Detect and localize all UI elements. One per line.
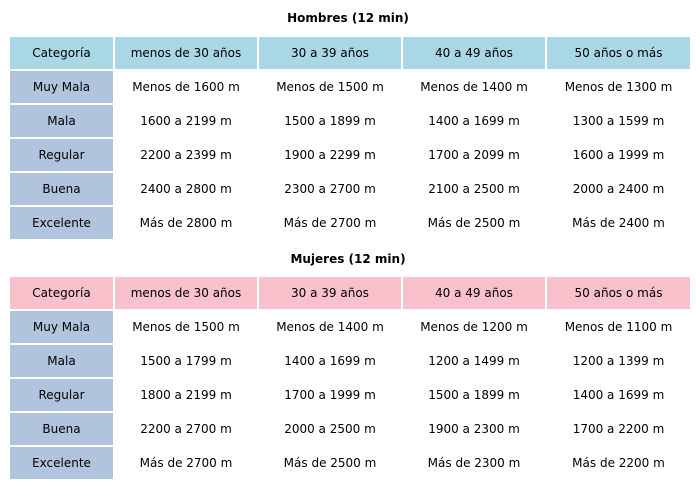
table-row xyxy=(10,173,690,205)
women-section-title: Mujeres (12 min) xyxy=(290,252,406,266)
table-cell: 2400 a 2800 m xyxy=(115,173,257,205)
table-cell: 2100 a 2500 m xyxy=(403,173,545,205)
table-cell: 1900 a 2299 m xyxy=(259,139,401,171)
table-row xyxy=(10,447,690,479)
row-label: Mala xyxy=(10,345,113,377)
table-cell: Más de 2700 m xyxy=(115,447,257,479)
header-cell: 30 a 39 años xyxy=(259,277,401,309)
table-cell: 2000 a 2400 m xyxy=(547,173,690,205)
header-cell: menos de 30 años xyxy=(115,37,257,69)
table-cell: Menos de 1600 m xyxy=(115,71,257,103)
header-cell: Categoría xyxy=(10,37,113,69)
table-cell: 1500 a 1899 m xyxy=(259,105,401,137)
header-cell: 40 a 49 años xyxy=(403,277,545,309)
table-cell: 1600 a 1999 m xyxy=(547,139,690,171)
header-cell: 30 a 39 años xyxy=(259,37,401,69)
row-label: Excelente xyxy=(10,207,113,239)
table-row xyxy=(10,71,690,103)
table-row xyxy=(10,139,690,171)
header-cell: 50 años o más xyxy=(547,37,690,69)
table-cell: Menos de 1300 m xyxy=(547,71,690,103)
table-row xyxy=(10,105,690,137)
table-cell: Menos de 1500 m xyxy=(259,71,401,103)
men-table xyxy=(8,35,692,241)
table-cell: 2200 a 2399 m xyxy=(115,139,257,171)
table-cell: 1700 a 2099 m xyxy=(403,139,545,171)
row-label: Muy Mala xyxy=(10,71,113,103)
row-label: Excelente xyxy=(10,447,113,479)
table-cell: 1400 a 1699 m xyxy=(547,379,690,411)
table-cell: Menos de 1500 m xyxy=(115,311,257,343)
table-cell: 1500 a 1799 m xyxy=(115,345,257,377)
table-cell: Menos de 1100 m xyxy=(547,311,690,343)
table-cell: Más de 2200 m xyxy=(547,447,690,479)
table-row xyxy=(10,207,690,239)
table-cell: 2300 a 2700 m xyxy=(259,173,401,205)
table-cell: Más de 2500 m xyxy=(259,447,401,479)
row-label: Buena xyxy=(10,173,113,205)
table-row xyxy=(10,379,690,411)
table-cell: 1500 a 1899 m xyxy=(403,379,545,411)
header-cell: 50 años o más xyxy=(547,277,690,309)
table-cell: 1400 a 1699 m xyxy=(259,345,401,377)
table-cell: Más de 2700 m xyxy=(259,207,401,239)
table-cell: Más de 2800 m xyxy=(115,207,257,239)
table-cell: Más de 2500 m xyxy=(403,207,545,239)
table-row xyxy=(10,413,690,445)
table-cell: 1200 a 1399 m xyxy=(547,345,690,377)
table-row xyxy=(10,311,690,343)
row-label: Regular xyxy=(10,379,113,411)
table-cell: 1600 a 2199 m xyxy=(115,105,257,137)
men-section-title: Hombres (12 min) xyxy=(287,11,409,25)
table-cell: Menos de 1400 m xyxy=(259,311,401,343)
table-cell: 1200 a 1499 m xyxy=(403,345,545,377)
table-row xyxy=(10,345,690,377)
table-cell: 1300 a 1599 m xyxy=(547,105,690,137)
table-cell: Menos de 1400 m xyxy=(403,71,545,103)
header-cell: menos de 30 años xyxy=(115,277,257,309)
row-label: Regular xyxy=(10,139,113,171)
header-cell: 40 a 49 años xyxy=(403,37,545,69)
table-cell: 1800 a 2199 m xyxy=(115,379,257,411)
table-cell: 2200 a 2700 m xyxy=(115,413,257,445)
row-label: Mala xyxy=(10,105,113,137)
table-header-row xyxy=(10,277,690,309)
table-cell: Más de 2300 m xyxy=(403,447,545,479)
table-cell: Menos de 1200 m xyxy=(403,311,545,343)
row-label: Muy Mala xyxy=(10,311,113,343)
table-cell: 1700 a 2200 m xyxy=(547,413,690,445)
header-cell: Categoría xyxy=(10,277,113,309)
table-cell: 1900 a 2300 m xyxy=(403,413,545,445)
table-cell: 2000 a 2500 m xyxy=(259,413,401,445)
women-table xyxy=(8,275,692,481)
table-cell: Más de 2400 m xyxy=(547,207,690,239)
row-label: Buena xyxy=(10,413,113,445)
table-cell: 1700 a 1999 m xyxy=(259,379,401,411)
table-cell: 1400 a 1699 m xyxy=(403,105,545,137)
table-header-row xyxy=(10,37,690,69)
